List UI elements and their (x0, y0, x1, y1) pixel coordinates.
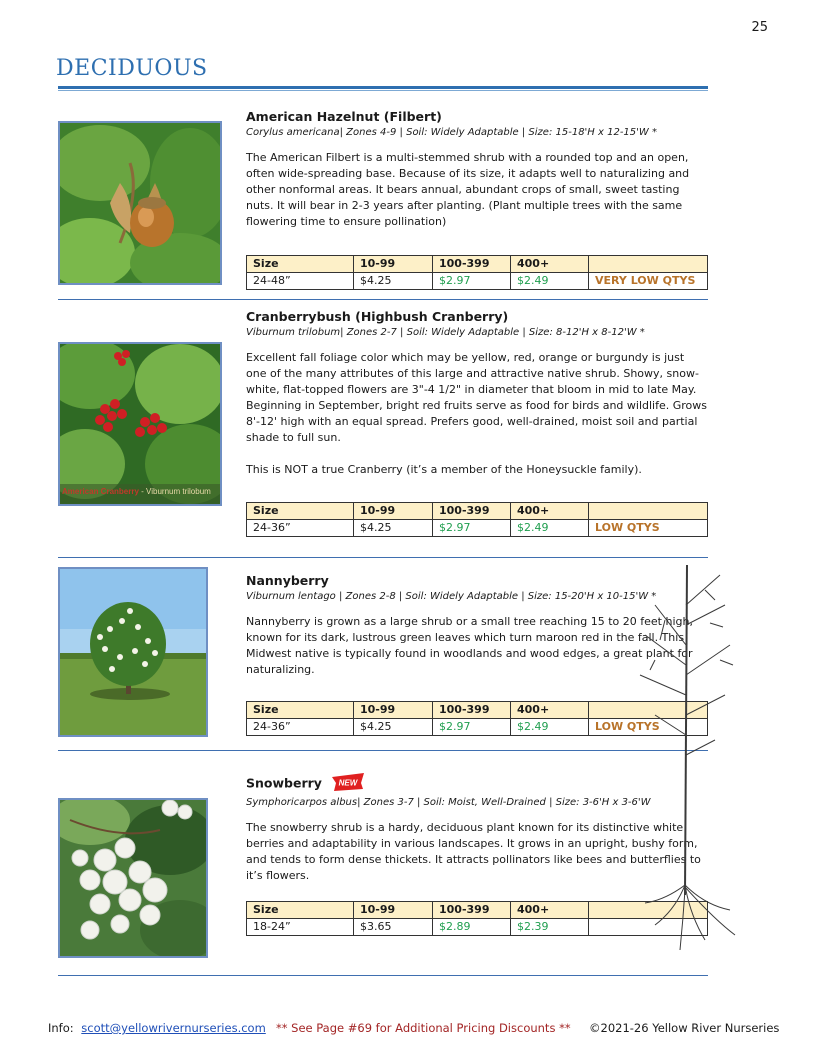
col-400-header: 400+ (511, 702, 589, 719)
price-10-99: $3.65 (354, 919, 433, 936)
product-name-text: Snowberry (246, 775, 322, 791)
price-table (246, 502, 708, 537)
footer-copyright: ©2021-26 Yellow River Nurseries (589, 1021, 780, 1035)
footer-info (48, 1021, 266, 1035)
product-divider (58, 750, 708, 751)
product-specs: Corylus americana| Zones 4-9 | Soil: Widely Adaptable | Size: 15-18'H x 12-15'W * (246, 127, 657, 138)
product-american-hazelnut (246, 109, 708, 230)
price-400-plus: $2.49 (511, 719, 589, 736)
price-400-plus: $2.49 (511, 520, 589, 537)
price-100-399: $2.97 (433, 719, 511, 736)
col-size-header: Size (247, 256, 354, 273)
price-10-99: $4.25 (354, 719, 433, 736)
col-10-99-header: 10-99 (354, 256, 433, 273)
photo-caption-common: American Cranberry (62, 487, 139, 496)
new-badge-text: NEW (338, 778, 358, 788)
product-description (246, 350, 708, 478)
price-400-plus: $2.39 (511, 919, 589, 936)
col-10-99-header: 10-99 (354, 503, 433, 520)
nannyberry-photo (58, 567, 208, 737)
col-100-399-header: 100-399 (433, 503, 511, 520)
col-size-header: Size (247, 902, 354, 919)
product-divider (58, 299, 708, 300)
product-divider (58, 557, 708, 558)
col-10-99-header: 10-99 (354, 702, 433, 719)
cranberrybush-photo (58, 342, 222, 506)
availability-note: VERY LOW QTYS (589, 273, 708, 290)
price-10-99: $4.25 (354, 520, 433, 537)
footer-info-label: Info: (48, 1021, 74, 1035)
price-10-99: $4.25 (354, 273, 433, 290)
price-100-399: $2.89 (433, 919, 511, 936)
price-100-399: $2.97 (433, 520, 511, 537)
col-400-header: 400+ (511, 256, 589, 273)
col-400-header: 400+ (511, 902, 589, 919)
price-row (247, 520, 708, 537)
product-name: American Hazelnut (Filbert) (246, 109, 442, 124)
description-paragraph: This is NOT a true Cranberry (it’s a member of the Honeysuckle family). (246, 463, 642, 476)
section-title: DECIDUOUS (56, 56, 208, 81)
price-table (246, 255, 708, 290)
product-divider (58, 975, 708, 976)
col-note-header (589, 503, 708, 520)
col-size-header: Size (247, 503, 354, 520)
page-number: 25 (751, 20, 768, 35)
title-rule-thin (58, 90, 708, 91)
description-paragraph: The American Filbert is a multi-stemmed shrub with a rounded top and an open, often wide-spreading base. Because of its size, it adapts well to naturalizing and other nonformal areas. It bears annual, abundant crops of small, sweet tasting nuts. It will bear in 2-3 years after planting. (Plant multiple trees with the same flowering time to ensure pollination) (246, 151, 690, 228)
footer-email-link[interactable]: scott@yellowrivernurseries.com (81, 1021, 266, 1035)
product-cranberrybush (246, 309, 708, 478)
price-header-row (247, 503, 708, 520)
title-rule (58, 86, 708, 89)
hazelnut-photo (58, 121, 222, 285)
col-100-399-header: 100-399 (433, 902, 511, 919)
col-10-99-header: 10-99 (354, 902, 433, 919)
size-cell: 24-36” (247, 520, 354, 537)
availability-note: LOW QTYS (589, 520, 708, 537)
product-name: Nannyberry (246, 573, 329, 588)
size-cell: 24-36” (247, 719, 354, 736)
price-400-plus: $2.49 (511, 273, 589, 290)
photo-caption (62, 487, 211, 496)
description-paragraph: Excellent fall foliage color which may be yellow, red, orange or burgundy is just one of the many attributes of this large and attractive native shrub. Showy, snow-white, flat-topped flowers are 3"-4 1/2" in diameter that bloom in mid to late May. Beginning in September, bright red fruits serve as food for birds and wildlife. Grows 8'-12' high with an equal spread. Prefers good, well-drained, moist soil and partial shade to full sun. (246, 351, 708, 444)
col-100-399-header: 100-399 (433, 702, 511, 719)
size-cell: 24-48” (247, 273, 354, 290)
price-100-399: $2.97 (433, 273, 511, 290)
col-note-header (589, 256, 708, 273)
new-badge (330, 773, 366, 795)
description-paragraph: Nannyberry is grown as a large shrub or a small tree reaching 15 to 20 feet high, known for its dark, lustrous green leaves which turn maroon red in the fall. This Midwest native is typically found in woodlands and wood edges, a great plant for naturalizing. (246, 615, 693, 676)
product-description (246, 150, 708, 230)
photo-caption-latin: - Viburnum trilobum (141, 487, 211, 496)
footer-pricing-note: ** See Page #69 for Additional Pricing Discounts ** (276, 1021, 571, 1035)
bare-root-tree-illustration (625, 565, 740, 955)
snowberry-photo (58, 798, 208, 958)
price-row (247, 273, 708, 290)
col-100-399-header: 100-399 (433, 256, 511, 273)
product-specs: Viburnum lentago | Zones 2-8 | Soil: Widely Adaptable | Size: 15-20'H x 10-15'W * (246, 591, 657, 602)
availability-note: LOW QTYS (589, 719, 708, 736)
price-header-row (247, 256, 708, 273)
col-400-header: 400+ (511, 503, 589, 520)
description-paragraph: The snowberry shrub is a hardy, deciduous plant known for its distinctive white berries and adaptability in various landscapes. It grows in an upright, bushy form, and tends to form dense thickets. It attracts pollinators like bees and butterflies to it’s flowers. (246, 821, 701, 882)
col-size-header: Size (247, 702, 354, 719)
product-name: Cranberrybush (Highbush Cranberry) (246, 309, 509, 324)
size-cell: 18-24” (247, 919, 354, 936)
product-specs: Viburnum trilobum| Zones 2-7 | Soil: Widely Adaptable | Size: 8-12'H x 8-12'W * (246, 327, 645, 338)
product-specs: Symphoricarpos albus| Zones 3-7 | Soil: Moist, Well-Drained | Size: 3-6'H x 3-6'W (246, 797, 651, 808)
